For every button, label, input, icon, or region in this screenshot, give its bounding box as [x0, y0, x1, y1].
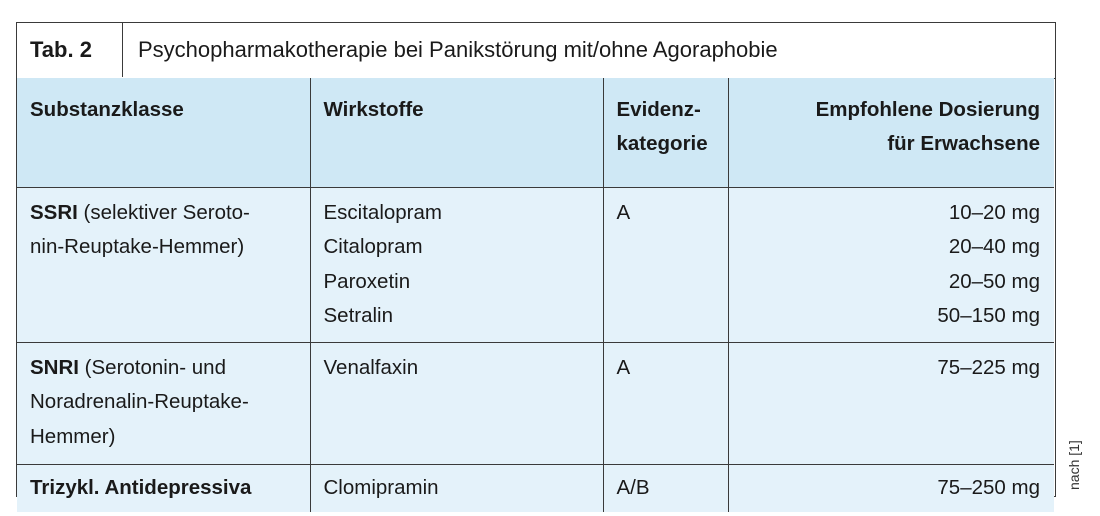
- cell-substance-class: Trizykl. Antidepressiva: [30, 475, 252, 499]
- source-note: nach [1]: [1066, 440, 1082, 490]
- header-dosage: Empfohlene Dosierung für Erwachsene: [728, 78, 1054, 187]
- cell-agents: Venalfaxin: [310, 342, 603, 464]
- header-substance-class: Substanzklasse: [17, 78, 310, 187]
- header-evidence: Evidenz- kategorie: [603, 78, 728, 187]
- cell-dosage: 75–250 mg: [728, 464, 1054, 512]
- cell-agents: Clomipramin: [310, 464, 603, 512]
- table-row-snri: [17, 342, 1054, 464]
- cell-substance-class: SNRI (Serotonin- und Noradrenalin-Reuptake- Hemmer): [17, 342, 310, 464]
- cell-substance-class: SSRI (selektiver Seroto- nin-Reuptake-Hemmer): [17, 187, 310, 342]
- header-agents: Wirkstoffe: [310, 78, 603, 187]
- cell-evidence: A: [603, 342, 728, 464]
- cell-agents: Escitalopram Citalopram Paroxetin Setralin: [310, 187, 603, 342]
- cell-evidence: A/B: [603, 464, 728, 512]
- table-2: [16, 22, 1056, 497]
- cell-dosage: 75–225 mg: [728, 342, 1054, 464]
- table-row-ssri: [17, 187, 1054, 342]
- cell-evidence: A: [603, 187, 728, 342]
- header-row: [17, 78, 1054, 187]
- table-title-row: [17, 23, 1055, 79]
- medication-table: [17, 78, 1054, 512]
- table-row-tricyclic: [17, 464, 1054, 512]
- table-title: Psychopharmakotherapie bei Panikstörung mit/ohne Agoraphobie: [138, 37, 778, 62]
- table-label: Tab. 2: [17, 23, 123, 77]
- cell-dosage: 10–20 mg 20–40 mg 20–50 mg 50–150 mg: [728, 187, 1054, 342]
